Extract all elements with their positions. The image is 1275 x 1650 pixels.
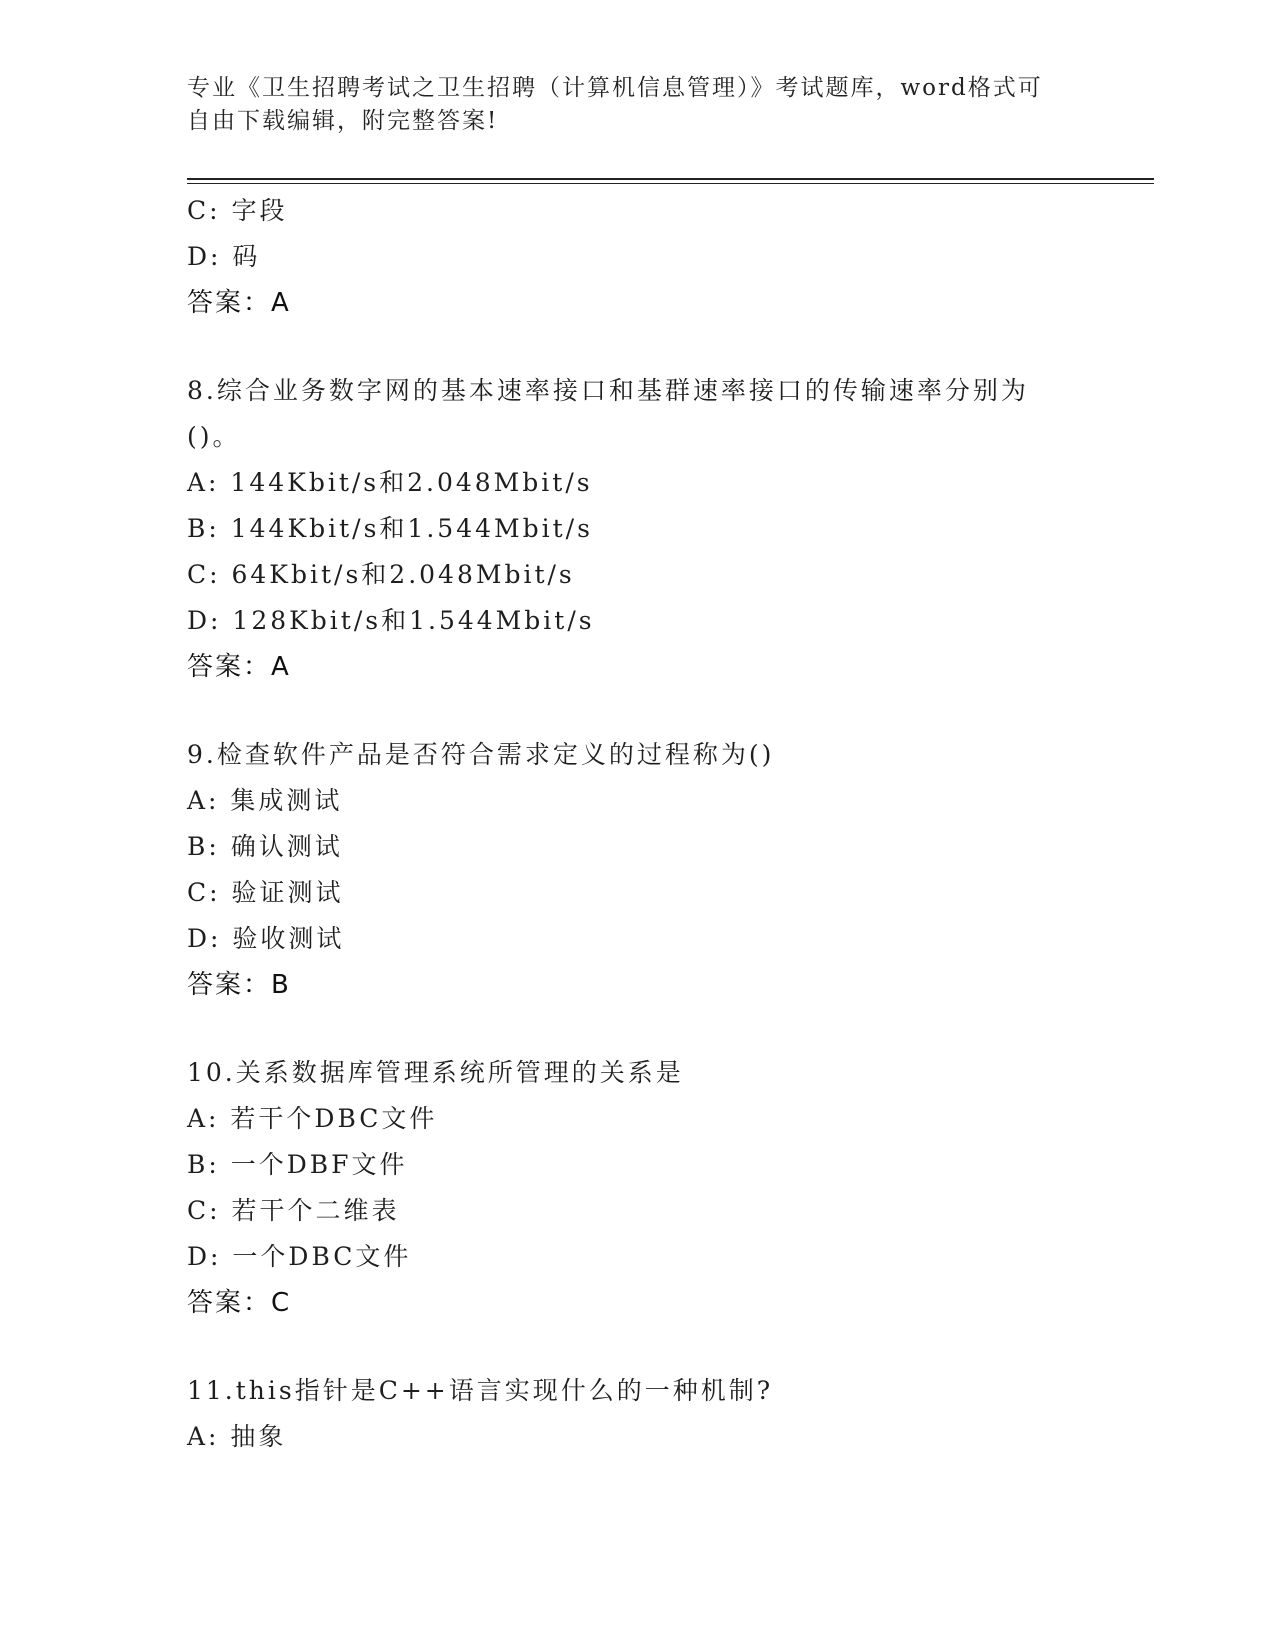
question-8-stem-line-1: 8.综合业务数字网的基本速率接口和基群速率接口的传输速率分别为 <box>187 376 1029 405</box>
question-8-answer: 答案：A <box>187 652 291 682</box>
spacer <box>187 326 1147 368</box>
question-9-option-b: B: 确认测试 <box>187 832 343 861</box>
question-10-option-b: B: 一个DBF文件 <box>187 1150 408 1179</box>
question-11-option-a: A: 抽象 <box>187 1422 287 1451</box>
spacer <box>187 1008 1147 1050</box>
question-7-option-d: D: 码 <box>187 242 261 271</box>
question-9-option-a: A: 集成测试 <box>187 786 343 815</box>
header-divider-thin <box>187 183 1154 184</box>
question-9-answer: 答案：B <box>187 970 291 1000</box>
header-divider-thick <box>187 178 1154 180</box>
question-7-option-c: C: 字段 <box>187 196 288 225</box>
question-block-11 <box>187 1368 1147 1460</box>
question-8-option-b: B: 144Kbit/s和1.544Mbit/s <box>187 514 593 543</box>
question-7-answer: 答案：A <box>187 288 291 318</box>
question-block-7 <box>187 188 1147 326</box>
question-10-answer: 答案：C <box>187 1288 292 1318</box>
question-list <box>187 188 1147 1460</box>
question-8-option-d: D: 128Kbit/s和1.544Mbit/s <box>187 606 595 635</box>
question-9-stem: 9.检查软件产品是否符合需求定义的过程称为() <box>187 740 775 769</box>
question-10-stem: 10.关系数据库管理系统所管理的关系是 <box>187 1058 684 1087</box>
question-8-option-a: A: 144Kbit/s和2.048Mbit/s <box>187 468 593 497</box>
question-9-option-d: D: 验收测试 <box>187 924 345 953</box>
question-8-stem-line-2: ()。 <box>187 422 241 451</box>
question-block-8 <box>187 368 1147 690</box>
question-9-option-c: C: 验证测试 <box>187 878 344 907</box>
question-10-option-d: D: 一个DBC文件 <box>187 1242 412 1271</box>
spacer <box>187 690 1147 732</box>
document-intro: 专业《卫生招聘考试之卫生招聘（计算机信息管理）》考试题库，word格式可自由下载编辑，附完整答案! <box>187 75 1043 134</box>
question-8-option-c: C: 64Kbit/s和2.048Mbit/s <box>187 560 575 589</box>
question-10-option-a: A: 若干个DBC文件 <box>187 1104 438 1133</box>
question-block-9 <box>187 732 1147 1008</box>
spacer <box>187 1326 1147 1368</box>
question-10-option-c: C: 若干个二维表 <box>187 1196 400 1225</box>
question-11-stem: 11.this指针是C++语言实现什么的一种机制? <box>187 1376 774 1405</box>
question-block-10 <box>187 1050 1147 1326</box>
